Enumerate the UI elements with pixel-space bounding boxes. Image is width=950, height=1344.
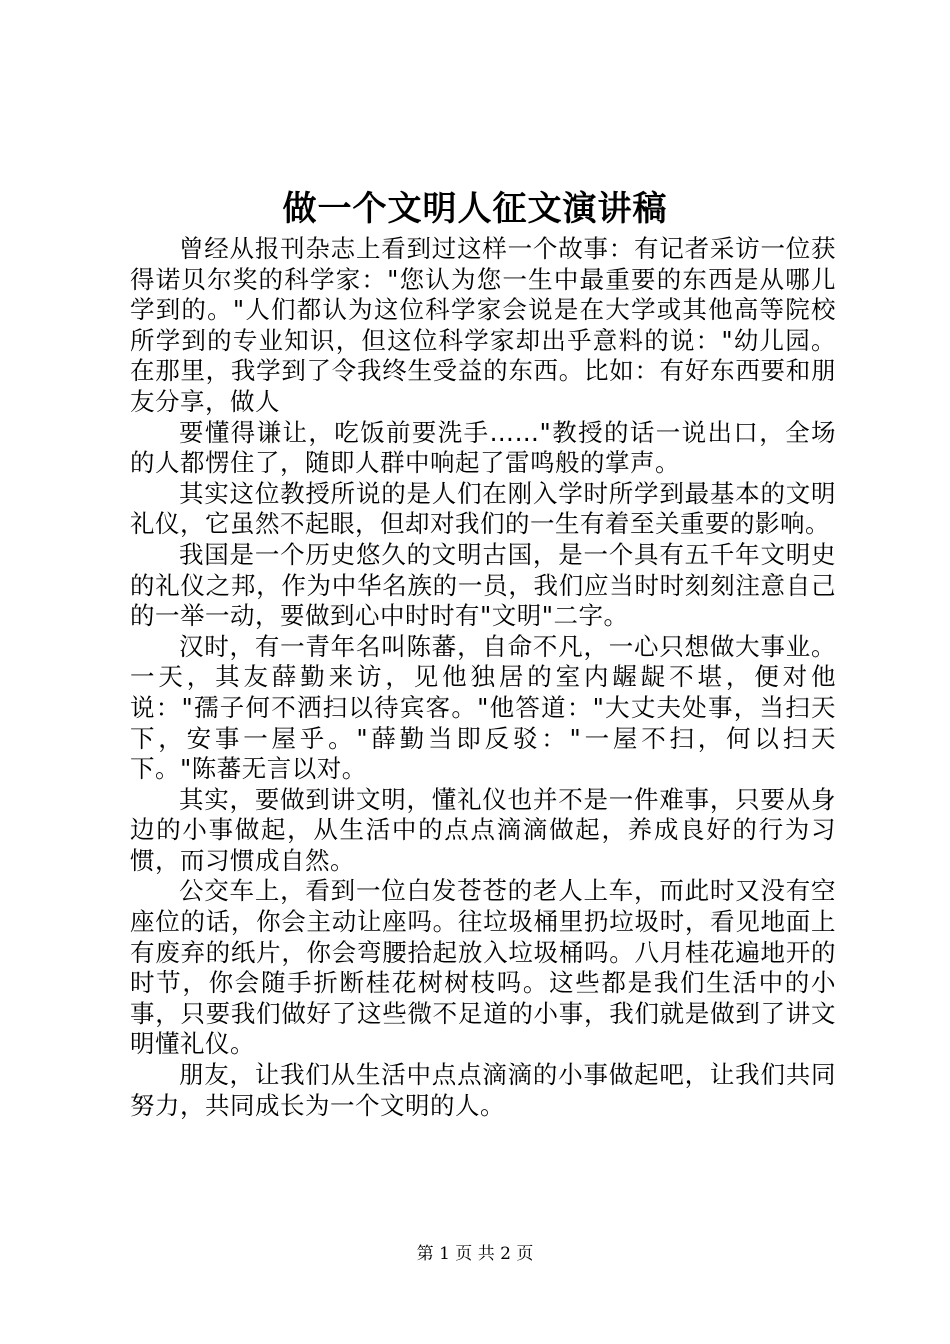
paragraph-3: 其实这位教授所说的是人们在刚入学时所学到最基本的文明礼仪，它虽然不起眼，但却对我们的一生有着至关重要的影响。 bbox=[130, 478, 836, 539]
paragraph-4: 我国是一个历史悠久的文明古国，是一个具有五千年文明史的礼仪之邦，作为中华名族的一员，我们应当时时刻刻注意自己的一举一动，要做到心中时时有"文明"二字。 bbox=[130, 539, 836, 631]
document-body bbox=[130, 234, 836, 1121]
document-title: 做一个文明人征文演讲稿 bbox=[282, 189, 668, 229]
paragraph-1: 曾经从报刊杂志上看到过这样一个故事：有记者采访一位获得诺贝尔奖的科学家："您认为您一生中最重要的东西是从哪儿学到的。"人们都认为这位科学家会说是在大学或其他高等院校所学到的专业知识，但这位科学家却出乎意料的说："幼儿园。在那里，我学到了令我终生受益的东西。比如：有好东西要和朋友分享，做人 bbox=[130, 234, 836, 416]
paragraph-6: 其实，要做到讲文明，懂礼仪也并不是一件难事，只要从身边的小事做起，从生活中的点点滴滴做起，养成良好的行为习惯，而习惯成自然。 bbox=[130, 784, 836, 875]
page-number-footer: 第 1 页 共 2 页 bbox=[416, 1244, 534, 1264]
paragraph-2: 要懂得谦让，吃饭前要洗手……"教授的话一说出口，全场的人都愣住了，随即人群中响起了雷鸣般的掌声。 bbox=[130, 417, 836, 478]
paragraph-8: 朋友，让我们从生活中点点滴滴的小事做起吧，让我们共同努力，共同成长为一个文明的人。 bbox=[130, 1060, 836, 1120]
paragraph-7: 公交车上，看到一位白发苍苍的老人上车，而此时又没有空座位的话，你会主动让座吗。往垃圾桶里扔垃圾时，看见地面上有废弃的纸片，你会弯腰拾起放入垃圾桶吗。八月桂花遍地开的时节，你会随手折断桂花树树枝吗。这些都是我们生活中的小事，只要我们做好了这些微不足道的小事，我们就是做到了讲文明懂礼仪。 bbox=[130, 876, 836, 1059]
paragraph-5: 汉时，有一青年名叫陈蕃，自命不凡，一心只想做大事业。一天，其友薛勤来访，见他独居的室内龌龊不堪，便对他说："孺子何不洒扫以待宾客。"他答道："大丈夫处事，当扫天下，安事一屋乎。"薛勤当即反驳："一屋不扫，何以扫天下。"陈蕃无言以对。 bbox=[130, 631, 836, 784]
